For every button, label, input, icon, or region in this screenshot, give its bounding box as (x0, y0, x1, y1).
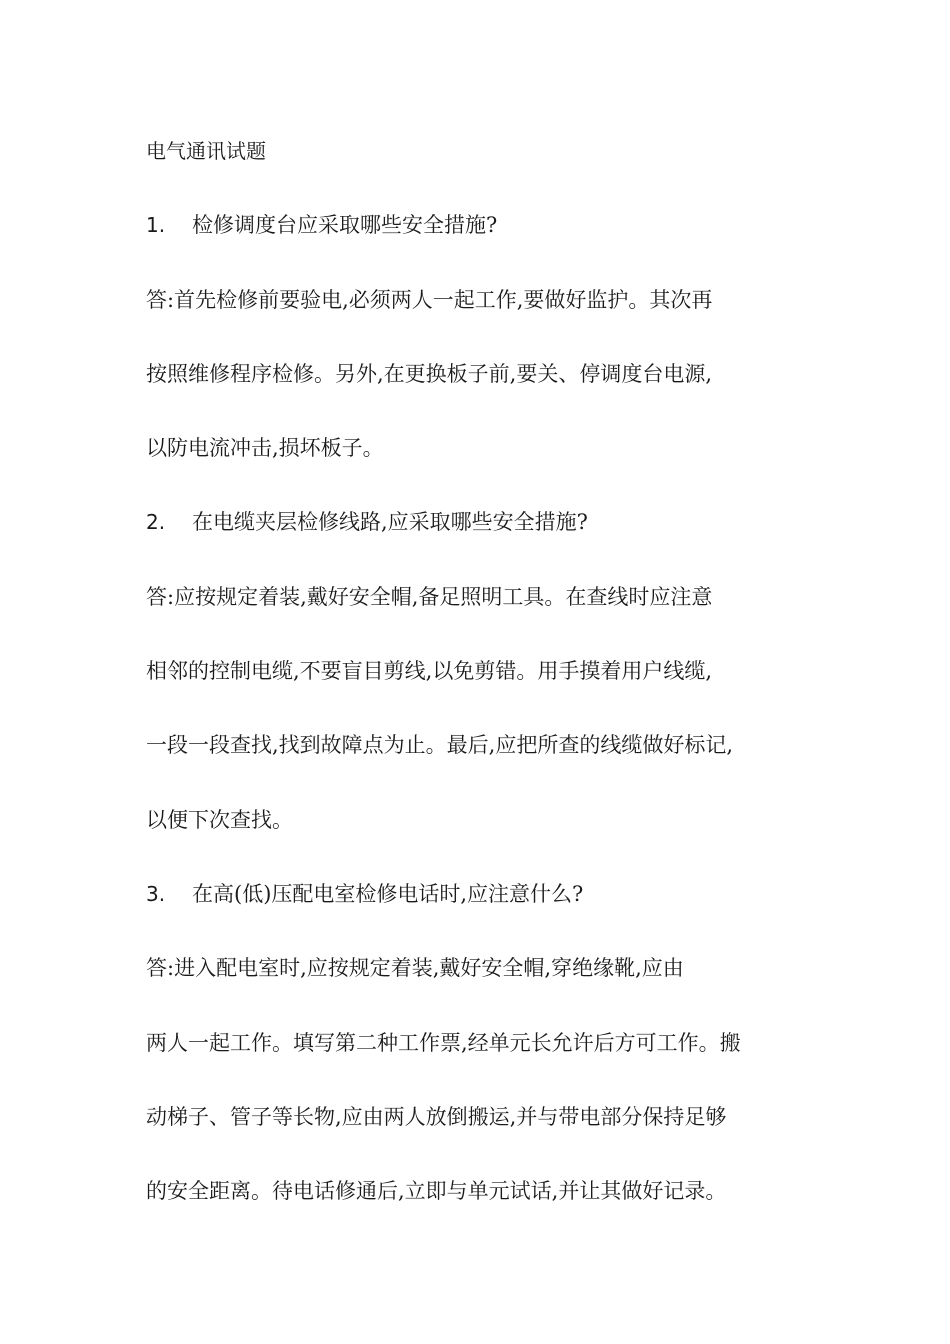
answer-line: 一段一段查找,找到故障点为止。最后,应把所查的线缆做好标记, (146, 733, 734, 758)
question-number: 3. (146, 881, 166, 906)
answer-line: 两人一起工作。填写第二种工作票,经单元长允许后方可工作。搬 (146, 1030, 741, 1055)
document-body (146, 133, 816, 1247)
question-number: 2. (146, 510, 166, 535)
question-number: 1. (146, 213, 166, 238)
answer-line: 按照维修程序检修。另外,在更换板子前,要关、停调度台电源, (146, 361, 713, 386)
answer-line: 以防电流冲击,损坏板子。 (146, 436, 384, 461)
answer-line: 以便下次查找。 (146, 807, 293, 832)
answer-line: 答:应按规定着装,戴好安全帽,备足照明工具。在查线时应注意 (146, 584, 713, 609)
answer-line: 相邻的控制电缆,不要盲目剪线,以免剪错。用手摸着用户线缆, (146, 659, 713, 684)
answer-line: 动梯子、管子等长物,应由两人放倒搬运,并与带电部分保持足够 (146, 1104, 727, 1129)
question-text: 检修调度台应采取哪些安全措施? (192, 213, 498, 238)
question-text: 在高(低)压配电室检修电话时,应注意什么? (192, 881, 584, 906)
question-3 (146, 876, 816, 913)
question-text: 在电缆夹层检修线路,应采取哪些安全措施? (192, 510, 588, 535)
document-title: 电气通讯试题 (146, 139, 266, 163)
question-2 (146, 504, 816, 541)
question-1 (146, 207, 816, 244)
answer-line: 答:进入配电室时,应按规定着装,戴好安全帽,穿绝缘靴,应由 (146, 956, 684, 981)
answer-line: 答:首先检修前要验电,必须两人一起工作,要做好监护。其次再 (146, 287, 713, 312)
answer-line: 的安全距离。待电话修通后,立即与单元试话,并让其做好记录。 (146, 1179, 727, 1204)
